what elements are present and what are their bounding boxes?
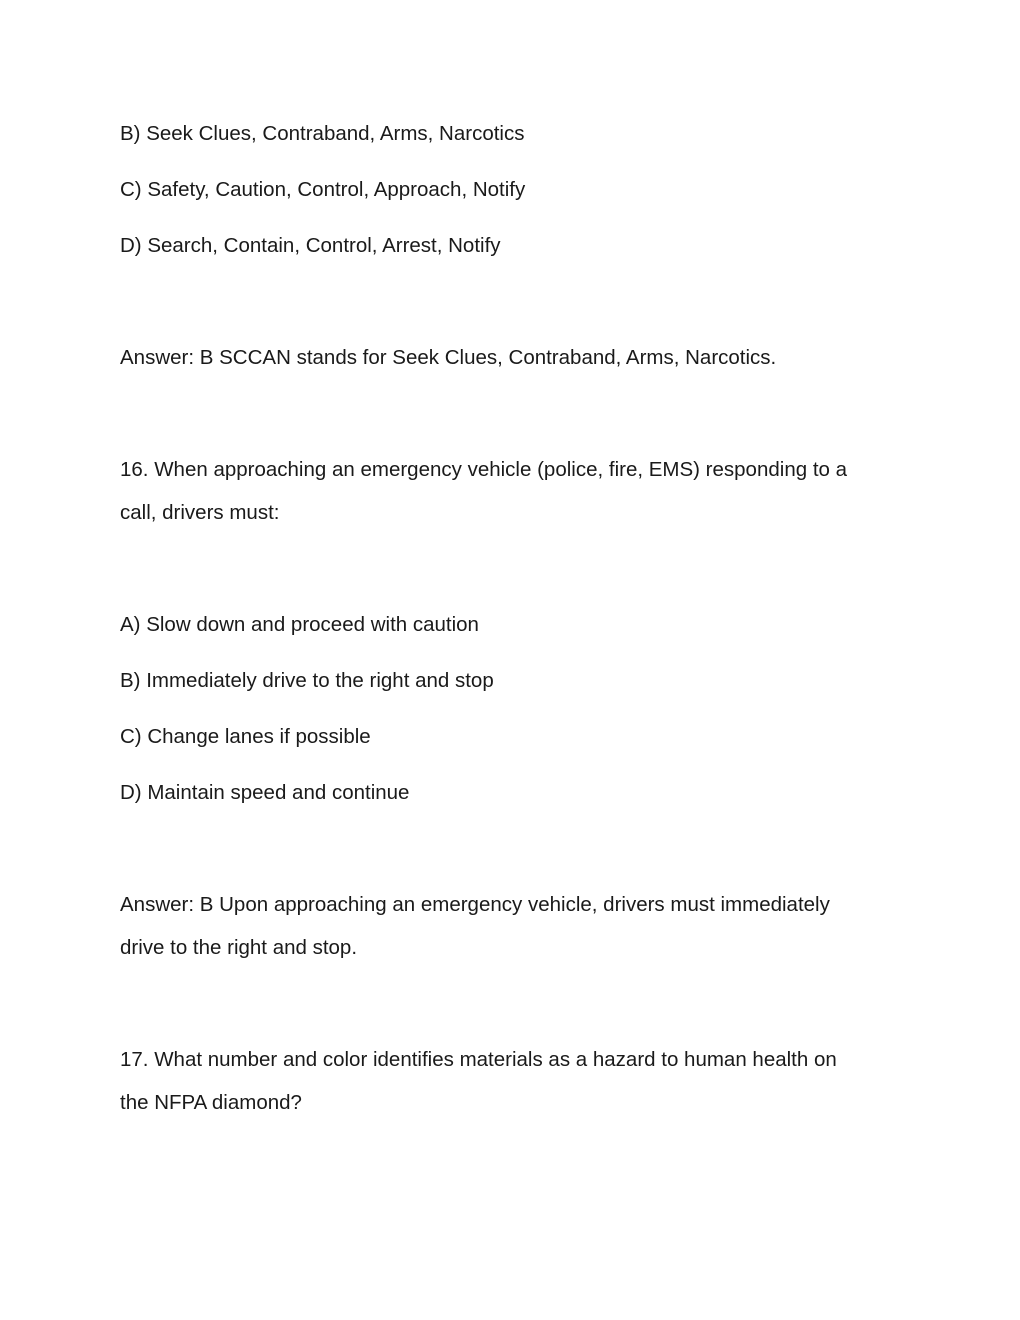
q17-question-line-2: the NFPA diamond? [120, 1091, 302, 1114]
q16-question-line-1: 16. When approaching an emergency vehicle (police, fire, EMS) responding to a [120, 458, 848, 481]
prev-option-d: D) Search, Contain, Control, Arrest, Notify [120, 234, 501, 257]
q16-option-c: C) Change lanes if possible [120, 725, 371, 748]
prev-option-b: B) Seek Clues, Contraband, Arms, Narcotics [120, 122, 525, 145]
q16-option-a: A) Slow down and proceed with caution [120, 613, 479, 636]
prev-option-c: C) Safety, Caution, Control, Approach, Notify [120, 178, 526, 201]
q16-answer-line-1: Answer: B Upon approaching an emergency vehicle, drivers must immediately [120, 893, 830, 916]
q16-answer-line-2: drive to the right and stop. [120, 936, 358, 959]
q17-question-line-1: 17. What number and color identifies materials as a hazard to human health on [120, 1048, 837, 1071]
prev-answer: Answer: B SCCAN stands for Seek Clues, Contraband, Arms, Narcotics. [120, 346, 777, 369]
q16-option-d: D) Maintain speed and continue [120, 781, 410, 804]
q16-option-b: B) Immediately drive to the right and stop [120, 669, 494, 692]
q16-question-line-2: call, drivers must: [120, 501, 280, 524]
